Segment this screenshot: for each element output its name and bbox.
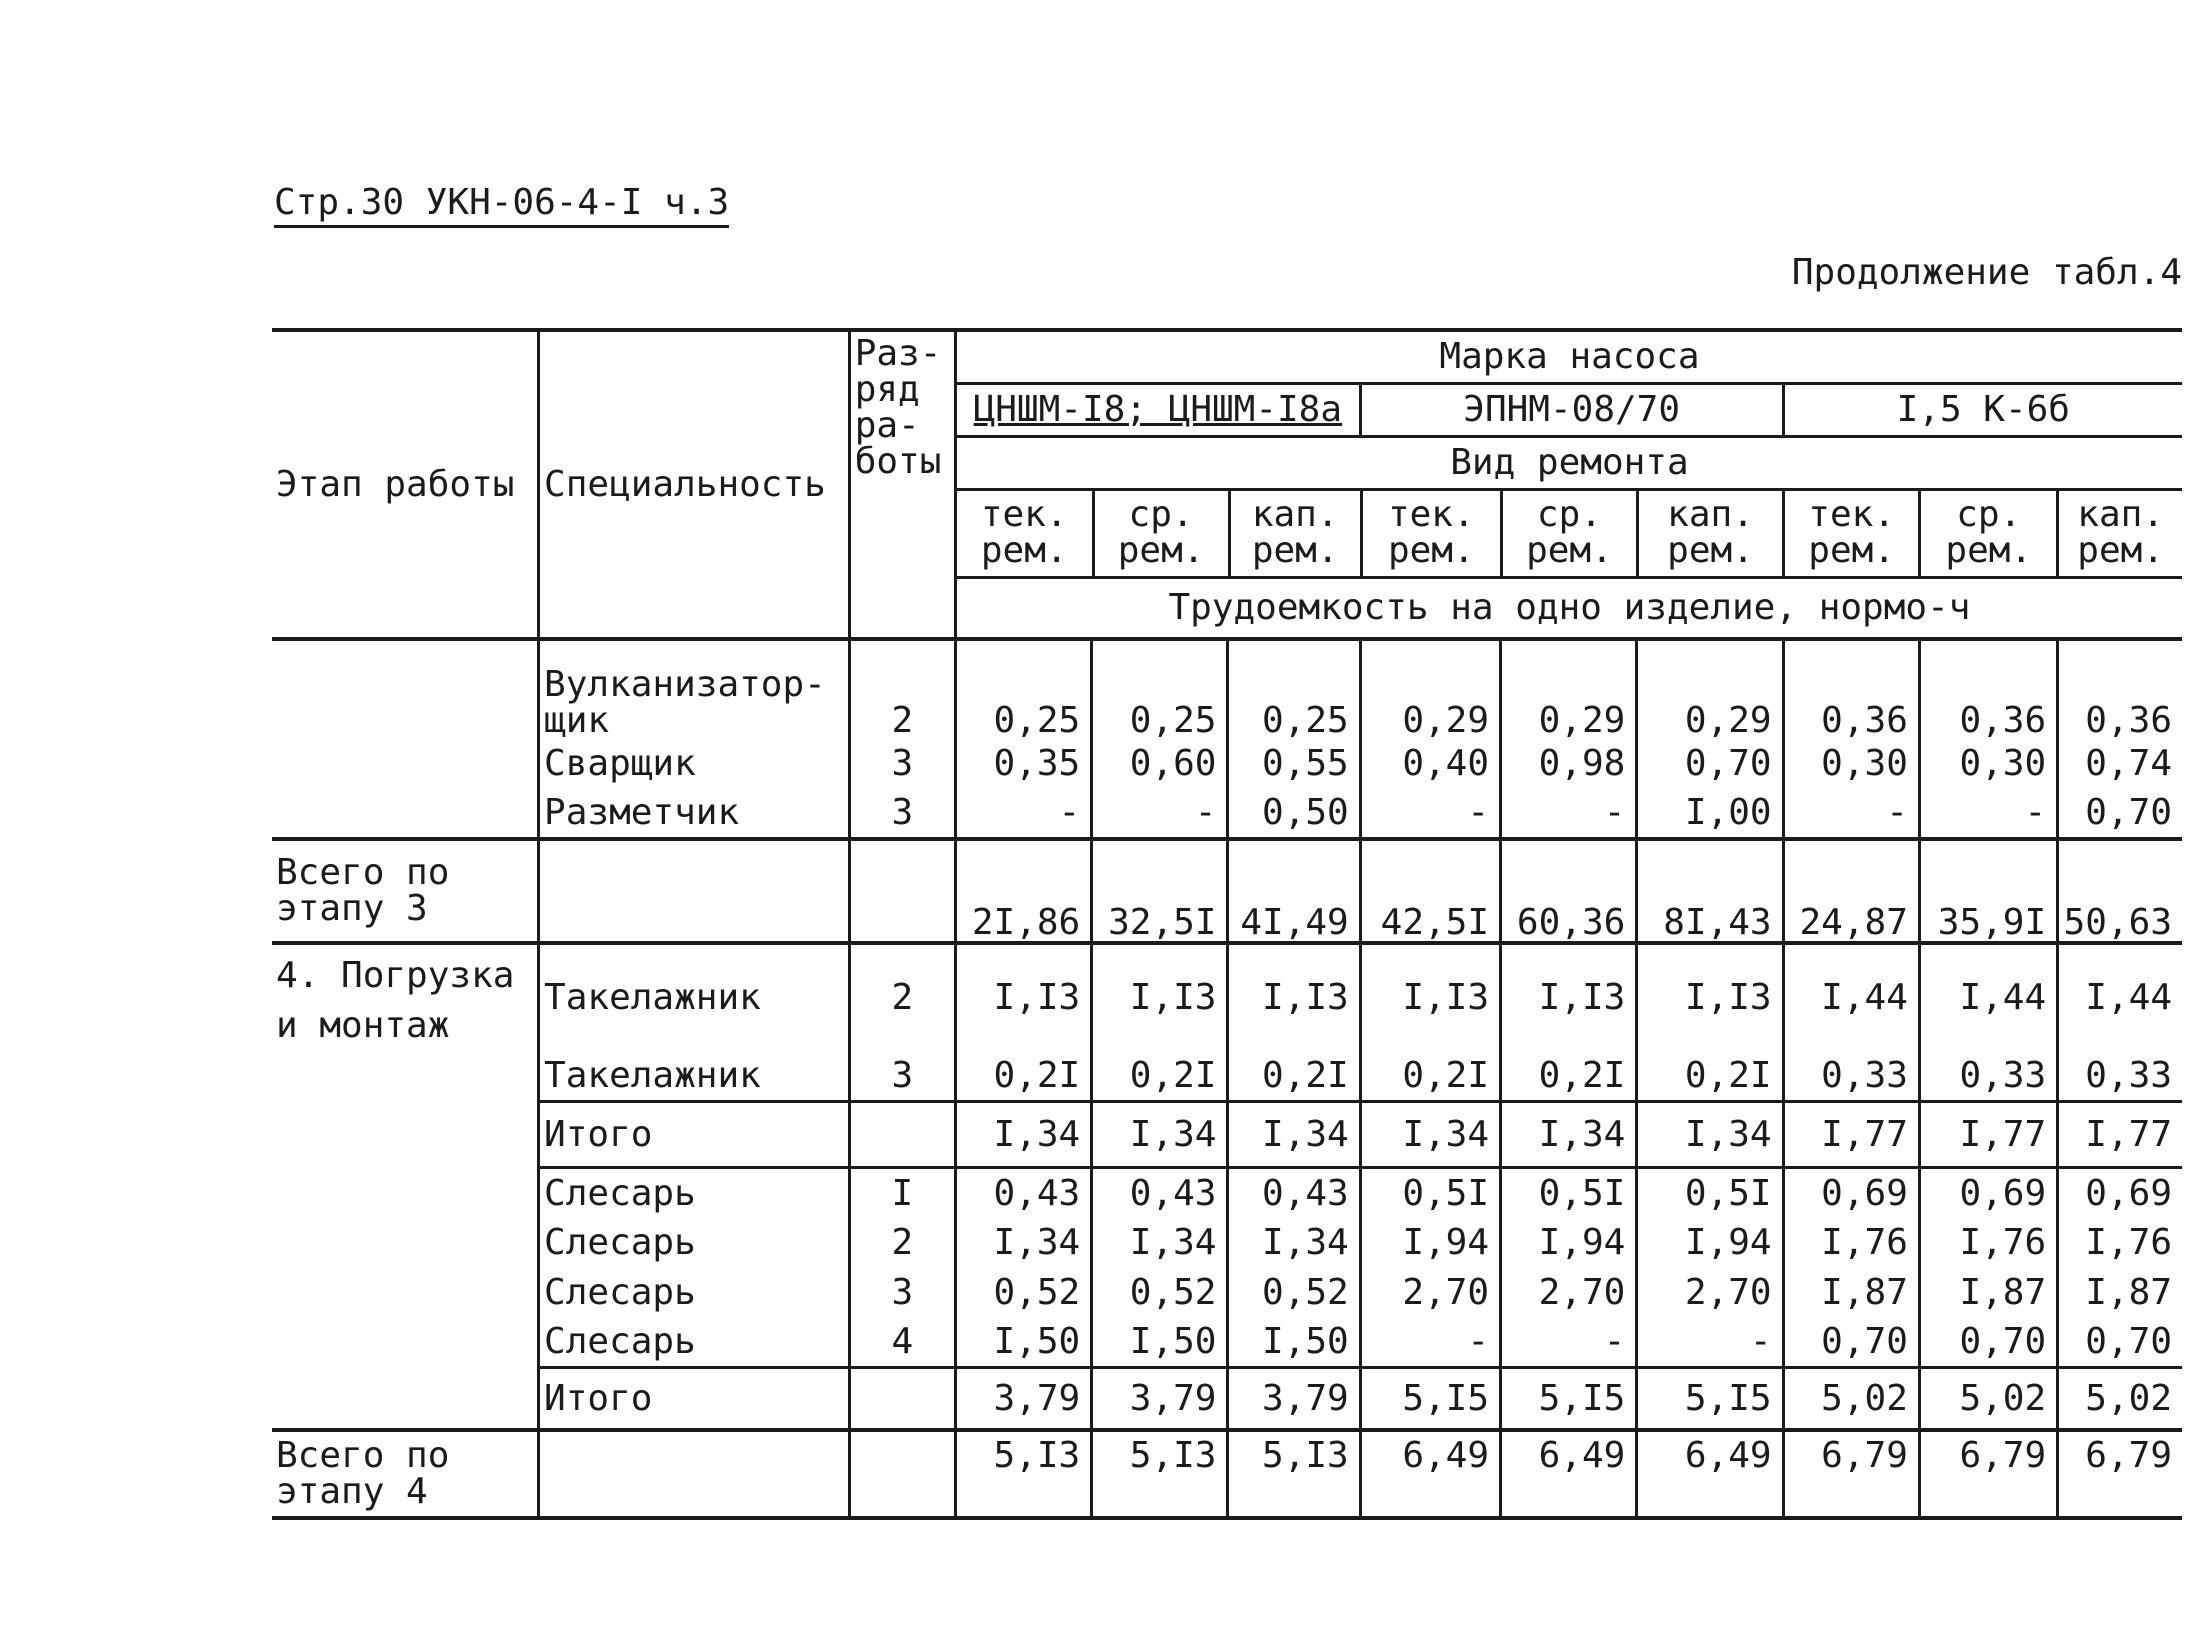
- value-cell: 0,70: [1919, 1318, 2057, 1368]
- value-cell: 5,I5: [1637, 1368, 1783, 1430]
- value-cell: 3,79: [1092, 1368, 1228, 1430]
- value-cell: -: [1360, 789, 1500, 839]
- value-cell: 0,50: [1228, 789, 1360, 839]
- value-cell: 0,36: [2058, 639, 2182, 739]
- value-cell: 5,I3: [955, 1430, 1091, 1518]
- table-row: [272, 1168, 2182, 1218]
- specialty-cell: Итого: [539, 1102, 850, 1168]
- value-cell: 0,33: [1919, 1052, 2057, 1102]
- value-cell: I,I3: [1360, 943, 1500, 1052]
- value-cell: 32,5I: [1092, 839, 1228, 943]
- value-cell: 0,43: [1092, 1168, 1228, 1218]
- specialty-cell: Слесарь: [539, 1168, 850, 1218]
- value-cell: I,34: [1092, 1102, 1228, 1168]
- value-cell: I,87: [2058, 1268, 2182, 1318]
- pump-header-3: I,5 К-6б: [1783, 384, 2182, 437]
- value-cell: I,77: [2058, 1102, 2182, 1168]
- stage-cell: [272, 739, 539, 789]
- value-cell: I,I3: [1092, 943, 1228, 1052]
- value-cell: I,34: [1092, 1218, 1228, 1268]
- pump-header-2: ЭПНМ-08/70: [1360, 384, 1783, 437]
- value-cell: 0,25: [1228, 639, 1360, 739]
- value-cell: -: [955, 789, 1091, 839]
- repair-type-6: кап. рем.: [1637, 491, 1783, 577]
- value-cell: 6,49: [1501, 1430, 1637, 1518]
- repair-type-9: кап. рем.: [2058, 491, 2182, 577]
- grade-cell: 4: [849, 1318, 955, 1368]
- value-cell: I,50: [1228, 1318, 1360, 1368]
- value-cell: 0,70: [2058, 789, 2182, 839]
- grade-cell: 2: [849, 943, 955, 1052]
- stage-cell: [272, 1052, 539, 1102]
- col-header-stage: Этап работы: [272, 330, 539, 639]
- value-cell: 0,2I: [1501, 1052, 1637, 1102]
- repair-type-3: кап. рем.: [1229, 491, 1361, 577]
- specialty-cell: Итого: [539, 1368, 850, 1430]
- value-cell: 0,25: [955, 639, 1091, 739]
- value-cell: I,34: [1228, 1218, 1360, 1268]
- value-cell: I,I3: [1637, 943, 1783, 1052]
- value-cell: 0,2I: [1360, 1052, 1500, 1102]
- table-row: [272, 1430, 2182, 1518]
- value-cell: 0,29: [1501, 639, 1637, 739]
- table-row: [272, 1218, 2182, 1268]
- grade-cell: 3: [849, 739, 955, 789]
- table-row: [272, 739, 2182, 789]
- table-row: [272, 1052, 2182, 1102]
- stage-cell: Всего по этапу 3: [272, 839, 539, 943]
- grade-cell: [849, 1430, 955, 1518]
- repair-type-8: ср. рем.: [1920, 491, 2058, 577]
- page-header: Стр.30 УКН-06-4-I ч.3: [274, 182, 729, 228]
- value-cell: 2,70: [1501, 1268, 1637, 1318]
- value-cell: 0,36: [1919, 639, 2057, 739]
- value-cell: I,87: [1783, 1268, 1919, 1318]
- value-cell: 0,2I: [955, 1052, 1091, 1102]
- value-cell: I,77: [1919, 1102, 2057, 1168]
- value-cell: 0,36: [1783, 639, 1919, 739]
- value-cell: 0,52: [1228, 1268, 1360, 1318]
- repair-type-2: ср. рем.: [1093, 491, 1229, 577]
- stage-cell: [272, 1268, 539, 1318]
- value-cell: 5,I5: [1360, 1368, 1500, 1430]
- value-cell: 4I,49: [1228, 839, 1360, 943]
- specialty-cell: Слесарь: [539, 1218, 850, 1268]
- value-cell: -: [1501, 789, 1637, 839]
- value-cell: 6,79: [1783, 1430, 1919, 1518]
- stage-cell: 4. Погрузка и монтаж: [272, 943, 539, 1052]
- repair-type-4: тек. рем.: [1361, 491, 1501, 577]
- value-cell: 0,43: [955, 1168, 1091, 1218]
- value-cell: 3,79: [1228, 1368, 1360, 1430]
- value-cell: I,94: [1637, 1218, 1783, 1268]
- value-cell: I,50: [955, 1318, 1091, 1368]
- value-cell: I,94: [1360, 1218, 1500, 1268]
- specialty-cell: Сварщик: [539, 739, 850, 789]
- value-cell: I,I3: [1501, 943, 1637, 1052]
- value-cell: I,34: [1228, 1102, 1360, 1168]
- value-cell: 6,49: [1637, 1430, 1783, 1518]
- value-cell: 3,79: [955, 1368, 1091, 1430]
- specialty-cell: [539, 1430, 850, 1518]
- value-cell: 6,79: [2058, 1430, 2182, 1518]
- value-cell: 0,69: [2058, 1168, 2182, 1218]
- value-cell: 0,5I: [1637, 1168, 1783, 1218]
- value-cell: 2I,86: [955, 839, 1091, 943]
- stage-cell: [272, 1168, 539, 1218]
- grade-cell: 2: [849, 1218, 955, 1268]
- value-cell: 0,33: [1783, 1052, 1919, 1102]
- value-cell: 0,25: [1092, 639, 1228, 739]
- value-cell: 5,02: [1919, 1368, 2057, 1430]
- value-cell: I,34: [1637, 1102, 1783, 1168]
- labor-unit-header: Трудоемкость на одно изделие, нормо-ч: [1168, 586, 1971, 628]
- value-cell: -: [1637, 1318, 1783, 1368]
- value-cell: 6,49: [1360, 1430, 1500, 1518]
- value-cell: 0,70: [1783, 1318, 1919, 1368]
- specialty-cell: Вулканизатор-щик: [539, 639, 850, 739]
- specialty-cell: Слесарь: [539, 1318, 850, 1368]
- table-row: [272, 1368, 2182, 1430]
- value-cell: 0,29: [1360, 639, 1500, 739]
- table-row: [272, 839, 2182, 943]
- stage-cell: Всего по этапу 4: [272, 1430, 539, 1518]
- value-cell: -: [1919, 789, 2057, 839]
- value-cell: 0,69: [1919, 1168, 2057, 1218]
- value-cell: 5,I5: [1501, 1368, 1637, 1430]
- table-continuation-label: Продолжение табл.4: [1791, 252, 2182, 293]
- value-cell: I,I3: [955, 943, 1091, 1052]
- value-cell: I,44: [2058, 943, 2182, 1052]
- value-cell: I,44: [1783, 943, 1919, 1052]
- repair-type-7: тек. рем.: [1784, 491, 1920, 577]
- stage-cell: [272, 1218, 539, 1268]
- value-cell: I,76: [1919, 1218, 2057, 1268]
- value-cell: 0,70: [2058, 1318, 2182, 1368]
- value-cell: 0,2I: [1092, 1052, 1228, 1102]
- value-cell: 0,40: [1360, 739, 1500, 789]
- value-cell: I,44: [1919, 943, 2057, 1052]
- table-row: [272, 789, 2182, 839]
- value-cell: 0,35: [955, 739, 1091, 789]
- value-cell: 0,98: [1501, 739, 1637, 789]
- value-cell: 5,I3: [1092, 1430, 1228, 1518]
- value-cell: 5,02: [1783, 1368, 1919, 1430]
- value-cell: 0,55: [1228, 739, 1360, 789]
- value-cell: 2,70: [1360, 1268, 1500, 1318]
- value-cell: I,87: [1919, 1268, 2057, 1318]
- value-cell: 5,I3: [1228, 1430, 1360, 1518]
- grade-cell: 3: [849, 789, 955, 839]
- pump-header-1: ЦНШМ-I8; ЦНШМ-I8а: [955, 384, 1360, 437]
- value-cell: 0,30: [1919, 739, 2057, 789]
- specialty-cell: [539, 839, 850, 943]
- repair-type-1: тек. рем.: [957, 491, 1093, 577]
- value-cell: 5,02: [2058, 1368, 2182, 1430]
- grade-cell: 3: [849, 1268, 955, 1318]
- value-cell: 0,5I: [1360, 1168, 1500, 1218]
- value-cell: 0,70: [1637, 739, 1783, 789]
- specialty-cell: Такелажник: [539, 943, 850, 1052]
- value-cell: I,76: [1783, 1218, 1919, 1268]
- value-cell: -: [1501, 1318, 1637, 1368]
- stage-cell: [272, 639, 539, 739]
- value-cell: I,34: [955, 1102, 1091, 1168]
- value-cell: 60,36: [1501, 839, 1637, 943]
- grade-cell: I: [849, 1168, 955, 1218]
- value-cell: 24,87: [1783, 839, 1919, 943]
- grade-cell: [849, 1102, 955, 1168]
- repair-type-header: Вид ремонта: [955, 437, 2182, 490]
- value-cell: 50,63: [2058, 839, 2182, 943]
- repair-subheader: [955, 490, 2182, 640]
- value-cell: 0,5I: [1501, 1168, 1637, 1218]
- grade-cell: 3: [849, 1052, 955, 1102]
- value-cell: I,77: [1783, 1102, 1919, 1168]
- value-cell: 42,5I: [1360, 839, 1500, 943]
- table-row: [272, 943, 2182, 1052]
- grade-cell: 2: [849, 639, 955, 739]
- table-row: [272, 1318, 2182, 1368]
- value-cell: 2,70: [1637, 1268, 1783, 1318]
- value-cell: I,34: [1501, 1102, 1637, 1168]
- specialty-cell: Разметчик: [539, 789, 850, 839]
- grade-cell: [849, 1368, 955, 1430]
- stage-cell: [272, 789, 539, 839]
- labor-table: [272, 328, 2182, 1520]
- pump-brand-header: Марка насоса: [955, 330, 2182, 384]
- table-row: [272, 1268, 2182, 1318]
- value-cell: I,34: [1360, 1102, 1500, 1168]
- value-cell: -: [1360, 1318, 1500, 1368]
- value-cell: 0,52: [955, 1268, 1091, 1318]
- col-header-grade: Раз-ряд ра-боты: [849, 330, 955, 639]
- value-cell: 8I,43: [1637, 839, 1783, 943]
- value-cell: I,94: [1501, 1218, 1637, 1268]
- value-cell: 0,33: [2058, 1052, 2182, 1102]
- value-cell: -: [1783, 789, 1919, 839]
- value-cell: 35,9I: [1919, 839, 2057, 943]
- value-cell: I,I3: [1228, 943, 1360, 1052]
- value-cell: 0,2I: [1228, 1052, 1360, 1102]
- table-row: [272, 1102, 2182, 1168]
- value-cell: I,76: [2058, 1218, 2182, 1268]
- stage-cell: [272, 1102, 539, 1168]
- col-header-specialty: Специальность: [539, 330, 850, 639]
- value-cell: I,34: [955, 1218, 1091, 1268]
- value-cell: 0,52: [1092, 1268, 1228, 1318]
- value-cell: 0,29: [1637, 639, 1783, 739]
- table-row: [272, 639, 2182, 739]
- value-cell: 0,60: [1092, 739, 1228, 789]
- value-cell: 0,43: [1228, 1168, 1360, 1218]
- grade-cell: [849, 839, 955, 943]
- value-cell: 0,69: [1783, 1168, 1919, 1218]
- stage-cell: [272, 1318, 539, 1368]
- value-cell: 0,74: [2058, 739, 2182, 789]
- stage-cell: [272, 1368, 539, 1430]
- value-cell: 0,2I: [1637, 1052, 1783, 1102]
- value-cell: I,00: [1637, 789, 1783, 839]
- specialty-cell: Слесарь: [539, 1268, 850, 1318]
- specialty-cell: Такелажник: [539, 1052, 850, 1102]
- repair-type-5: ср. рем.: [1501, 491, 1637, 577]
- value-cell: -: [1092, 789, 1228, 839]
- value-cell: I,50: [1092, 1318, 1228, 1368]
- value-cell: 6,79: [1919, 1430, 2057, 1518]
- value-cell: 0,30: [1783, 739, 1919, 789]
